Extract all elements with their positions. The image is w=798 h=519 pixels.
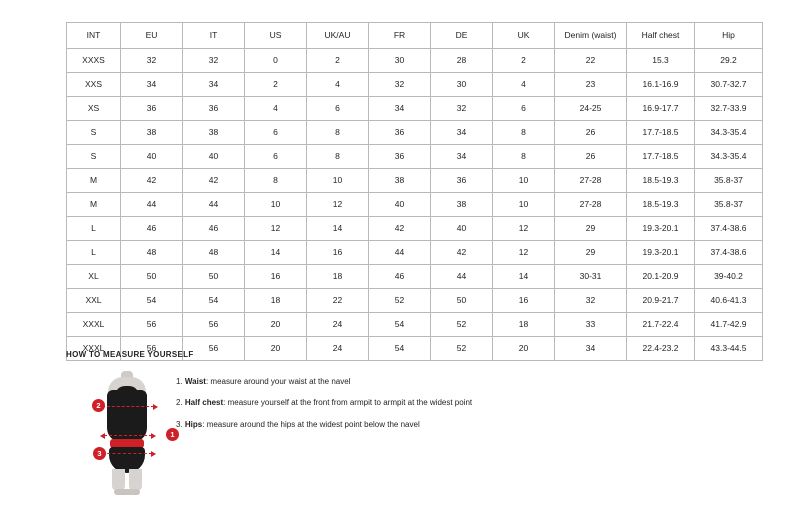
cell-ukau: 4 (307, 73, 369, 97)
table-row (67, 217, 763, 241)
column-header-hip: Hip (695, 23, 763, 49)
table-header (67, 23, 763, 49)
cell-fr: 36 (369, 121, 431, 145)
table-row (67, 265, 763, 289)
mannequin-illustration (66, 369, 176, 499)
measure-instruction-half-chest (176, 398, 736, 408)
cell-half-chest: 19.3-20.1 (627, 241, 695, 265)
measure-instruction-half-chest-text: : measure yourself at the front from armpit to armpit at the widest point (223, 398, 473, 408)
cell-hip: 35.8-37 (695, 169, 763, 193)
table-row (67, 289, 763, 313)
cell-half-chest: 17.7-18.5 (627, 145, 695, 169)
cell-hip: 34.3-35.4 (695, 121, 763, 145)
cell-hip: 43.3-44.5 (695, 337, 763, 361)
cell-fr: 44 (369, 241, 431, 265)
cell-eu: 48 (121, 241, 183, 265)
cell-denim-waist: 26 (555, 145, 627, 169)
cell-int: M (67, 193, 121, 217)
cell-hip: 37.4-38.6 (695, 217, 763, 241)
cell-fr: 54 (369, 337, 431, 361)
cell-eu: 44 (121, 193, 183, 217)
cell-hip: 35.8-37 (695, 193, 763, 217)
cell-it: 46 (183, 217, 245, 241)
cell-de: 52 (431, 337, 493, 361)
cell-half-chest: 20.9-21.7 (627, 289, 695, 313)
cell-it: 44 (183, 193, 245, 217)
cell-uk: 6 (493, 97, 555, 121)
measure-instruction-hips-number: 3. (176, 419, 183, 429)
cell-denim-waist: 27-28 (555, 193, 627, 217)
cell-eu: 38 (121, 121, 183, 145)
cell-half-chest: 16.1-16.9 (627, 73, 695, 97)
marker-1: 1 (166, 428, 179, 441)
cell-us: 20 (245, 337, 307, 361)
cell-de: 40 (431, 217, 493, 241)
table-header-row (67, 23, 763, 49)
cell-ukau: 8 (307, 145, 369, 169)
cell-int: XXXL (67, 313, 121, 337)
marker-3: 3 (93, 447, 106, 460)
cell-half-chest: 18.5-19.3 (627, 169, 695, 193)
cell-eu: 54 (121, 289, 183, 313)
cell-denim-waist: 22 (555, 49, 627, 73)
cell-int: XXL (67, 289, 121, 313)
cell-half-chest: 17.7-18.5 (627, 121, 695, 145)
cell-de: 38 (431, 193, 493, 217)
cell-half-chest: 21.7-22.4 (627, 313, 695, 337)
cell-hip: 30.7-32.7 (695, 73, 763, 97)
cell-hip: 41.7-42.9 (695, 313, 763, 337)
cell-de: 34 (431, 121, 493, 145)
cell-int: S (67, 121, 121, 145)
cell-half-chest: 19.3-20.1 (627, 217, 695, 241)
cell-de: 28 (431, 49, 493, 73)
cell-hip: 34.3-35.4 (695, 145, 763, 169)
cell-us: 12 (245, 217, 307, 241)
column-header-uk: UK (493, 23, 555, 49)
measure-instruction-waist-text: : measure around your waist at the navel (205, 377, 351, 386)
cell-hip: 32.7-33.9 (695, 97, 763, 121)
cell-uk: 4 (493, 73, 555, 97)
cell-half-chest: 18.5-19.3 (627, 193, 695, 217)
cell-uk: 20 (493, 337, 555, 361)
column-header-ukau: UK/AU (307, 23, 369, 49)
cell-int: L (67, 217, 121, 241)
cell-eu: 56 (121, 337, 183, 361)
cell-hip: 37.4-38.6 (695, 241, 763, 265)
cell-eu: 32 (121, 49, 183, 73)
cell-de: 36 (431, 169, 493, 193)
cell-denim-waist: 29 (555, 241, 627, 265)
table-row (67, 73, 763, 97)
cell-fr: 52 (369, 289, 431, 313)
cell-ukau: 6 (307, 97, 369, 121)
cell-us: 18 (245, 289, 307, 313)
cell-us: 8 (245, 169, 307, 193)
cell-uk: 18 (493, 313, 555, 337)
cell-de: 30 (431, 73, 493, 97)
table-row (67, 49, 763, 73)
size-chart-table (66, 22, 763, 361)
column-header-us: US (245, 23, 307, 49)
cell-ukau: 24 (307, 313, 369, 337)
cell-us: 6 (245, 145, 307, 169)
cell-uk: 14 (493, 265, 555, 289)
cell-it: 42 (183, 169, 245, 193)
cell-ukau: 16 (307, 241, 369, 265)
cell-us: 4 (245, 97, 307, 121)
cell-denim-waist: 27-28 (555, 169, 627, 193)
cell-int: XL (67, 265, 121, 289)
cell-uk: 12 (493, 217, 555, 241)
mannequin-torso (104, 377, 150, 489)
cell-uk: 10 (493, 193, 555, 217)
cell-it: 36 (183, 97, 245, 121)
table-row (67, 313, 763, 337)
hips-measure-arrow-icon (102, 453, 152, 454)
measure-instruction-waist (176, 377, 736, 387)
cell-it: 32 (183, 49, 245, 73)
cell-half-chest: 22.4-23.2 (627, 337, 695, 361)
cell-fr: 30 (369, 49, 431, 73)
column-header-eu: EU (121, 23, 183, 49)
cell-fr: 38 (369, 169, 431, 193)
cell-uk: 8 (493, 145, 555, 169)
mannequin-figure-icon (90, 369, 175, 497)
how-to-measure-body (66, 369, 736, 499)
measure-instruction-hips-text: : measure around the hips at the widest point below the navel (202, 419, 420, 429)
mannequin-stand (114, 489, 140, 495)
cell-int: XXXL (67, 337, 121, 361)
cell-us: 6 (245, 121, 307, 145)
cell-it: 50 (183, 265, 245, 289)
cell-de: 32 (431, 97, 493, 121)
cell-hip: 29.2 (695, 49, 763, 73)
cell-int: XXXS (67, 49, 121, 73)
cell-uk: 12 (493, 241, 555, 265)
cell-denim-waist: 26 (555, 121, 627, 145)
cell-de: 50 (431, 289, 493, 313)
waist-measure-arrow-icon (104, 435, 152, 436)
table-row (67, 241, 763, 265)
cell-hip: 40.6-41.3 (695, 289, 763, 313)
measure-instruction-half-chest-term: Half chest (184, 398, 224, 408)
cell-denim-waist: 24-25 (555, 97, 627, 121)
measure-instruction-waist-term: Waist (184, 377, 206, 386)
cell-it: 56 (183, 337, 245, 361)
cell-fr: 54 (369, 313, 431, 337)
cell-ukau: 8 (307, 121, 369, 145)
how-to-measure-title: HOW TO MEASURE YOURSELF (66, 350, 194, 359)
cell-denim-waist: 32 (555, 289, 627, 313)
cell-fr: 36 (369, 145, 431, 169)
cell-denim-waist: 23 (555, 73, 627, 97)
table-row (67, 145, 763, 169)
measure-instruction-waist-number: 1. (176, 377, 183, 386)
cell-hip: 39-40.2 (695, 265, 763, 289)
half-chest-measure-arrow-icon (102, 406, 154, 407)
cell-uk: 10 (493, 169, 555, 193)
measure-instructions-list (176, 369, 736, 441)
column-header-fr: FR (369, 23, 431, 49)
cell-ukau: 2 (307, 49, 369, 73)
cell-eu: 34 (121, 73, 183, 97)
table-row (67, 97, 763, 121)
column-header-it: IT (183, 23, 245, 49)
cell-us: 14 (245, 241, 307, 265)
cell-fr: 46 (369, 265, 431, 289)
cell-uk: 16 (493, 289, 555, 313)
cell-fr: 42 (369, 217, 431, 241)
cell-de: 34 (431, 145, 493, 169)
cell-int: S (67, 145, 121, 169)
cell-int: XXS (67, 73, 121, 97)
cell-de: 52 (431, 313, 493, 337)
mannequin-leg-right (129, 469, 142, 491)
table-row (67, 169, 763, 193)
cell-int: M (67, 169, 121, 193)
cell-fr: 32 (369, 73, 431, 97)
cell-it: 54 (183, 289, 245, 313)
cell-us: 16 (245, 265, 307, 289)
mannequin-leg-left (112, 469, 125, 491)
column-header-de: DE (431, 23, 493, 49)
cell-uk: 2 (493, 49, 555, 73)
measure-instruction-half-chest-number: 2. (176, 398, 183, 408)
cell-fr: 34 (369, 97, 431, 121)
cell-denim-waist: 30-31 (555, 265, 627, 289)
column-header-half-chest: Half chest (627, 23, 695, 49)
cell-de: 42 (431, 241, 493, 265)
size-chart-container (66, 22, 747, 361)
how-to-measure-section (66, 350, 736, 499)
cell-half-chest: 20.1-20.9 (627, 265, 695, 289)
column-header-int: INT (67, 23, 121, 49)
table-row (67, 193, 763, 217)
cell-de: 44 (431, 265, 493, 289)
table-row (67, 121, 763, 145)
table-body (67, 49, 763, 361)
column-header-denim-waist: Denim (waist) (555, 23, 627, 49)
cell-eu: 36 (121, 97, 183, 121)
cell-ukau: 14 (307, 217, 369, 241)
cell-ukau: 18 (307, 265, 369, 289)
marker-2: 2 (92, 399, 105, 412)
cell-ukau: 12 (307, 193, 369, 217)
cell-denim-waist: 34 (555, 337, 627, 361)
cell-denim-waist: 33 (555, 313, 627, 337)
measure-instruction-hips (176, 420, 736, 430)
cell-eu: 50 (121, 265, 183, 289)
cell-it: 48 (183, 241, 245, 265)
cell-int: L (67, 241, 121, 265)
cell-half-chest: 15.3 (627, 49, 695, 73)
cell-eu: 40 (121, 145, 183, 169)
cell-it: 34 (183, 73, 245, 97)
cell-eu: 46 (121, 217, 183, 241)
cell-eu: 42 (121, 169, 183, 193)
cell-denim-waist: 29 (555, 217, 627, 241)
cell-us: 10 (245, 193, 307, 217)
cell-it: 56 (183, 313, 245, 337)
cell-int: XS (67, 97, 121, 121)
cell-us: 0 (245, 49, 307, 73)
cell-ukau: 24 (307, 337, 369, 361)
cell-us: 2 (245, 73, 307, 97)
cell-eu: 56 (121, 313, 183, 337)
measure-instruction-hips-term: Hips (184, 419, 203, 429)
cell-it: 40 (183, 145, 245, 169)
cell-us: 20 (245, 313, 307, 337)
cell-ukau: 10 (307, 169, 369, 193)
cell-fr: 40 (369, 193, 431, 217)
cell-uk: 8 (493, 121, 555, 145)
cell-half-chest: 16.9-17.7 (627, 97, 695, 121)
cell-ukau: 22 (307, 289, 369, 313)
cell-it: 38 (183, 121, 245, 145)
